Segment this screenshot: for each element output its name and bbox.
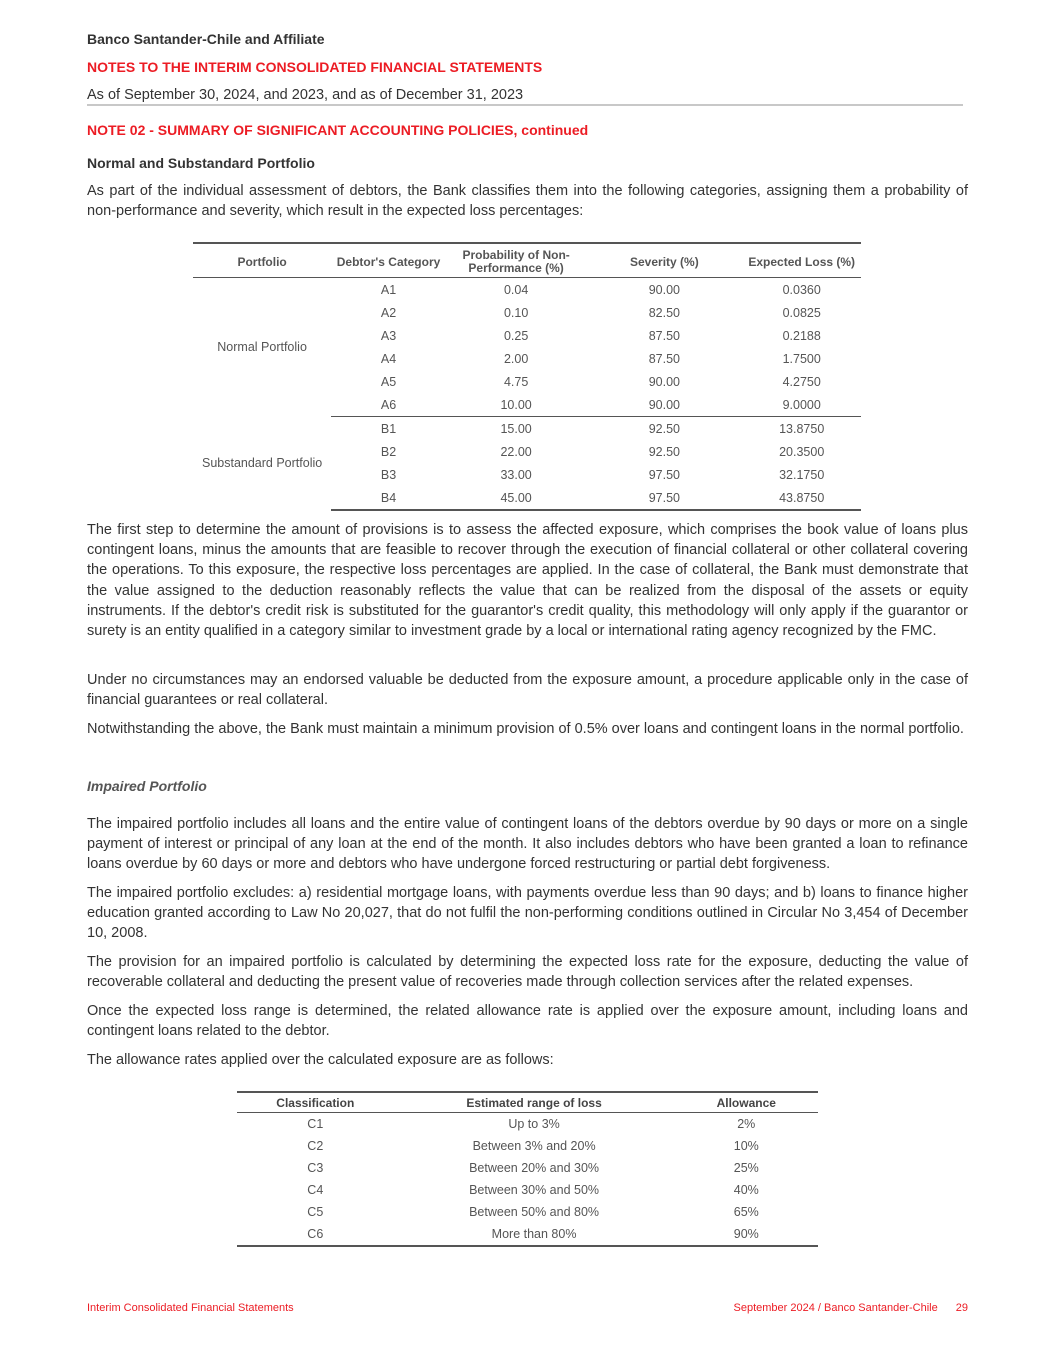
impaired-provision-paragraph: The provision for an impaired portfolio is calculated by determining the expected loss rate for the exposure, deducting the value of recoverable collateral and deducting the present value of recoveries made through collection services after the related expenses. [87, 954, 968, 991]
impaired-definition-paragraph: The impaired portfolio includes all loans and the entire value of contingent loans of the debtors overdue by 90 days or more on a single payment of interest or principal of any loan at the end of the month. It also includes debtors who have been granted a loan to refinance loans overdue by 60 days or more and debtors who have undergone forced restructuring or partial debt forgiveness. [87, 816, 968, 873]
cell: 65% [733, 1205, 759, 1219]
cell: 25% [733, 1161, 759, 1175]
table-row [237, 1201, 818, 1223]
allowance-table [237, 1091, 818, 1247]
cell: 9.0000 [742, 393, 861, 417]
page-number: 29 [955, 1302, 968, 1314]
cell: Between 50% and 80% [469, 1205, 600, 1219]
table-row [193, 278, 861, 302]
cell: C3 [307, 1161, 324, 1175]
table-row [237, 1223, 818, 1246]
cell: Between 3% and 20% [472, 1139, 596, 1153]
portfolio-label-substandard: Substandard Portfolio [201, 456, 323, 471]
cell: C2 [307, 1139, 324, 1153]
table-row [237, 1157, 818, 1179]
section-title-normal-substandard: Normal and Substandard Portfolio [87, 155, 315, 171]
cell: 13.8750 [779, 421, 825, 436]
cell: More than 80% [394, 1223, 675, 1246]
allowance-intro-paragraph: The allowance rates applied over the calculated exposure are as follows: [87, 1052, 554, 1068]
cell: 1.7500 [782, 351, 821, 366]
cell: 0.0360 [782, 282, 821, 297]
column-header: Debtor's Category [336, 254, 441, 269]
minimum-provision-paragraph: Notwithstanding the above, the Bank must maintain a minimum provision of 0.5% over loans and contingent loans in the normal portfolio. [87, 721, 964, 737]
exposure-paragraph: The first step to determine the amount of provisions is to assess the affected exposure, which comprises the book value of loans plus contingent loans, minus the amounts that are feasible to recover through the execution of financial collateral or other collateral covering the operations. To this exposure, the respective loss percentages are applied. In the case of collateral, the Bank must demonstrate that the value assigned to the deduction reasonably reflects the value that can be realized from the disposal of the assets or equity instruments. If the debtor's credit risk is substituted for the guarantor's credit quality, this methodology will only apply if the guarantor or surety is an entity qualified in a category similar to investment grade by a local or international rating agency recognized by the FMC. [87, 522, 968, 640]
cell: C5 [307, 1205, 324, 1219]
cell: A4 [380, 351, 397, 366]
column-header: Portfolio [237, 254, 287, 269]
portfolio-label-normal: Normal Portfolio [217, 340, 307, 355]
section-title-impaired: Impaired Portfolio [87, 778, 207, 794]
cell: 4.75 [503, 374, 529, 389]
footer-page-info [734, 1302, 969, 1314]
cell: Up to 3% [508, 1117, 560, 1131]
cell: 2.00 [503, 351, 529, 366]
cell: B4 [331, 486, 446, 510]
column-header: Allowance [716, 1096, 776, 1110]
impaired-exclusions-paragraph: The impaired portfolio excludes: a) residential mortgage loans, with payments overdue less than 90 days; and b) loans to finance higher education granted according to Law No 20,027, that do not fulfil the non-performing conditions outlined in Circular No 3,454 of December 10, 2008. [87, 885, 968, 942]
table-header-row [237, 1092, 818, 1113]
cell: 87.50 [648, 328, 680, 343]
cell: C4 [307, 1183, 324, 1197]
cell: 45.00 [446, 486, 586, 510]
footer-document-title: Interim Consolidated Financial Statements [87, 1302, 294, 1314]
cell: 87.50 [648, 351, 680, 366]
cell: 15.00 [500, 421, 532, 436]
cell: 0.0825 [782, 305, 821, 320]
column-header: Estimated range of loss [466, 1096, 602, 1110]
cell: 0.10 [503, 305, 529, 320]
cell: A2 [380, 305, 397, 320]
cell: 32.1750 [779, 467, 825, 482]
cell: 4.2750 [782, 374, 821, 389]
cell: C6 [237, 1223, 394, 1246]
cell: 33.00 [500, 467, 532, 482]
cell: 2% [737, 1117, 756, 1131]
company-name: Banco Santander-Chile and Affiliate [87, 31, 325, 47]
cell: A6 [331, 393, 446, 417]
cell: 90.00 [648, 374, 680, 389]
cell: 97.50 [586, 486, 742, 510]
cell: A1 [380, 282, 397, 297]
column-header: Severity (%) [630, 254, 699, 269]
loss-range-paragraph: Once the expected loss range is determined, the related allowance rate is applied over the exposure amount, including loans and contingent loans related to the debtor. [87, 1003, 968, 1040]
portfolio-table [193, 242, 861, 511]
footer-period: September 2024 / Banco Santander-Chile [733, 1302, 938, 1314]
cell: 97.50 [648, 467, 680, 482]
cell: B3 [380, 467, 397, 482]
table-row [237, 1179, 818, 1201]
endorsed-valuable-paragraph: Under no circumstances may an endorsed valuable be deducted from the exposure amount, a procedure applicable only in the case of financial guarantees or real collateral. [87, 672, 968, 709]
cell: 10.00 [446, 393, 586, 417]
cell: 90.00 [586, 393, 742, 417]
cell: 82.50 [648, 305, 680, 320]
cell: B1 [380, 421, 397, 436]
cell: A5 [380, 374, 397, 389]
as-of-date: As of September 30, 2024, and 2023, and as of December 31, 2023 [87, 87, 524, 103]
column-header: Expected Loss (%) [748, 254, 856, 269]
cell: 0.04 [503, 282, 529, 297]
cell: 0.2188 [782, 328, 821, 343]
cell: C1 [307, 1117, 324, 1131]
cell: 90.00 [648, 282, 680, 297]
notes-title: NOTES TO THE INTERIM CONSOLIDATED FINANCIAL STATEMENTS [87, 59, 543, 75]
header-divider [87, 104, 963, 106]
column-header: Classification [276, 1096, 355, 1110]
cell: 92.50 [648, 421, 680, 436]
cell: 43.8750 [742, 486, 861, 510]
cell: 40% [733, 1183, 759, 1197]
cell: B2 [380, 444, 397, 459]
cell: Between 30% and 50% [469, 1183, 600, 1197]
cell: 22.00 [500, 444, 532, 459]
table-row [237, 1113, 818, 1136]
cell: 10% [733, 1139, 759, 1153]
table-row [237, 1135, 818, 1157]
column-header: Probability of Non-Performance (%) [462, 248, 570, 275]
table-header-row [193, 243, 861, 278]
cell: 0.25 [503, 328, 529, 343]
table-row [193, 417, 861, 441]
note-title: NOTE 02 - SUMMARY OF SIGNIFICANT ACCOUNTING POLICIES, continued [87, 122, 589, 138]
cell: A3 [380, 328, 397, 343]
cell: Between 20% and 30% [469, 1161, 600, 1175]
cell: 20.3500 [779, 444, 825, 459]
cell: 90% [675, 1223, 818, 1246]
cell: 92.50 [648, 444, 680, 459]
section-intro-paragraph: As part of the individual assessment of debtors, the Bank classifies them into the following categories, assigning them a probability of non-performance and severity, which result in the expected loss percentages: [87, 183, 968, 220]
